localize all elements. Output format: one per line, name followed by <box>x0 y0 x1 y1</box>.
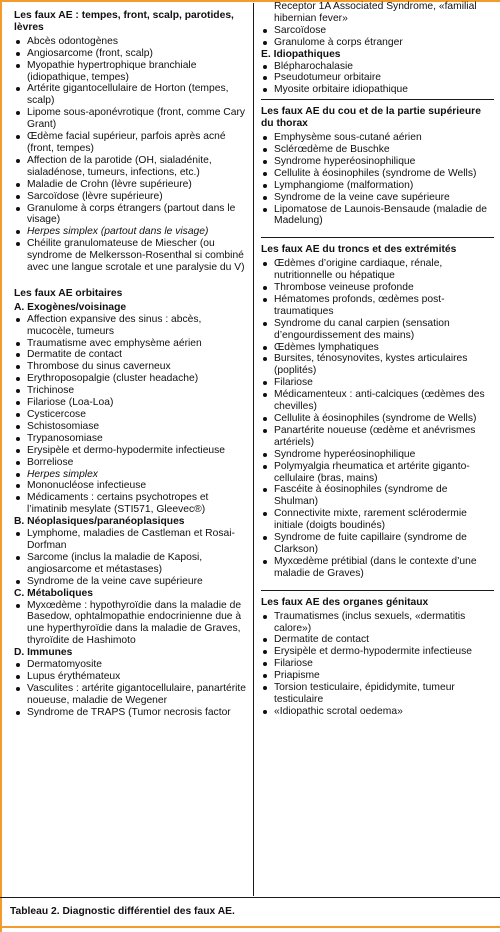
item-list <box>261 132 494 227</box>
section-divider <box>261 99 494 100</box>
list-item: Sarcoïdose <box>261 25 494 37</box>
item-list <box>261 611 494 718</box>
list-item: Trichinose <box>14 385 248 397</box>
list-item: Syndrome de la veine cave supérieure <box>261 192 494 204</box>
item-list <box>261 61 494 97</box>
list-item: Thrombose veineuse profonde <box>261 282 494 294</box>
list-item: Blépharochalasie <box>261 61 494 73</box>
list-item: Artérite gigantocellulaire de Horton (tempes, scalp) <box>14 83 248 107</box>
list-item: Polymyalgia rheumatica et artérite giganto-cellulaire (bras, mains) <box>261 461 494 485</box>
list-item: Myosite orbitaire idiopathique <box>261 84 494 96</box>
list-item: Granulome à corps étrangers (partout dans le visage) <box>14 203 248 227</box>
section-neck-thorax <box>261 106 494 227</box>
list-item: Priapisme <box>261 670 494 682</box>
item-list <box>14 36 248 274</box>
subsection-title: B. Néoplasiques/paranéoplasiques <box>14 516 185 528</box>
list-item: Sarcoïdose (lèvre supérieure) <box>14 191 248 203</box>
item-list <box>14 314 248 516</box>
list-item: Sclérœdème de Buschke <box>261 144 494 156</box>
list-item: Lipomatose de Launois-Bensaude (maladie de Madelung) <box>261 204 494 228</box>
section-title: Les faux AE des organes génitaux <box>261 596 429 608</box>
list-item: Syndrome de TRAPS (Tumor necrosis factor <box>14 707 248 719</box>
list-item: Herpes simplex <box>14 469 248 481</box>
column-divider <box>253 3 254 896</box>
list-item: Myxœdème prétibial (dans le contexte d’une maladie de Graves) <box>261 556 494 580</box>
list-item: Traumatismes (inclus sexuels, «dermatitis calore») <box>261 611 494 635</box>
list-item: Emphysème sous-cutané aérien <box>261 132 494 144</box>
list-item: Angiosarcome (front, scalp) <box>14 48 248 60</box>
section-trunk-extremities <box>261 244 494 579</box>
list-item: Filariose (Loa-Loa) <box>14 397 248 409</box>
list-item: Filariose <box>261 658 494 670</box>
list-item: Cellulite à éosinophiles (syndrome de Wells) <box>261 413 494 425</box>
bottom-accent-rule <box>0 926 500 928</box>
list-item: Syndrome de fuite capillaire (syndrome de Clarkson) <box>261 532 494 556</box>
list-item: Torsion testiculaire, épididymite, tumeur testiculaire <box>261 682 494 706</box>
section-genital <box>261 597 494 718</box>
list-item: Myxœdème : hypothyroïdie dans la maladie de Basedow, ophtalmopathie endocrinienne due à une hyperthyroïdie dans la maladie de Graves, thyroïdite de Hashimoto <box>14 600 248 648</box>
list-item: Schistosomiase <box>14 421 248 433</box>
subsection-title: E. Idiopathiques <box>261 48 341 60</box>
section-orbital <box>14 288 248 719</box>
list-item: Fascéite à éosinophiles (syndrome de Shulman) <box>261 484 494 508</box>
section-title: Les faux AE : tempes, front, scalp, parotides, lèvres <box>14 10 234 33</box>
section-title: Les faux AE du troncs et des extrémités <box>261 244 457 256</box>
list-item: «Idiopathic scrotal oedema» <box>261 706 494 718</box>
list-item: Lymphangiome (malformation) <box>261 180 494 192</box>
list-item: Médicamenteux : anti-calciques (œdèmes des chevilles) <box>261 389 494 413</box>
list-item: Myopathie hypertrophique branchiale (idiopathique, tempes) <box>14 60 248 84</box>
list-item: Erysipèle et dermo-hypodermite infectieuse <box>14 445 248 457</box>
list-item: Lupus érythémateux <box>14 671 248 683</box>
item-list <box>14 528 248 588</box>
list-item: Syndrome hyperéosinophilique <box>261 449 494 461</box>
list-item: Erysipèle et dermo-hypodermite infectieuse <box>261 646 494 658</box>
continued-text: Receptor 1A Associated Syndrome, «familial hibernian fever» <box>274 1 477 24</box>
list-item: Hématomes profonds, œdèmes post-traumatiques <box>261 294 494 318</box>
list-item: Bursites, ténosynovites, kystes articulaires (poplités) <box>261 353 494 377</box>
list-item: Erythroposopalgie (cluster headache) <box>14 373 248 385</box>
list-item: Œdèmes lymphatiques <box>261 342 494 354</box>
list-item: Panartérite noueuse (œdème et anévrismes artériels) <box>261 425 494 449</box>
list-item: Œdème facial supérieur, parfois après acné (front, tempes) <box>14 131 248 155</box>
item-list <box>261 258 494 579</box>
list-item: Lymphome, maladies de Castleman et Rosai-Dorfman <box>14 528 248 552</box>
section-divider <box>261 237 494 238</box>
list-item: Traumatisme avec emphysème aérien <box>14 338 248 350</box>
section-title: Les faux AE du cou et de la partie supérieure du thorax <box>261 106 481 130</box>
list-item: Affection de la parotide (OH, sialadénite, sialadénose, tumeurs, infections, etc.) <box>14 155 248 179</box>
list-item: Connectivite mixte, rarement sclérodermie initiale (doigts boudinés) <box>261 508 494 532</box>
list-item: Pseudotumeur orbitaire <box>261 72 494 84</box>
item-list <box>14 659 248 719</box>
list-item: Abcès odontogènes <box>14 36 248 48</box>
subsection-title: D. Immunes <box>14 647 73 659</box>
list-item: Sarcome (inclus la maladie de Kaposi, angiosarcome et métastases) <box>14 552 248 576</box>
section-title: Les faux AE orbitaires <box>14 287 123 299</box>
list-item: Affection expansive des sinus : abcès, mucocèle, tumeurs <box>14 314 248 338</box>
list-item: Œdèmes d’origine cardiaque, rénale, nutritionnelle ou hépatique <box>261 258 494 282</box>
item-list <box>14 600 248 648</box>
right-column <box>261 1 494 728</box>
item-list <box>261 25 494 49</box>
list-item: Trypanosomiase <box>14 433 248 445</box>
list-item: Médicaments : certains psychotropes et l’imatinib mesylate (STI571, Gleevec®) <box>14 492 248 516</box>
list-item: Dermatomyosite <box>14 659 248 671</box>
list-item: Syndrome hyperéosinophilique <box>261 156 494 168</box>
list-item: Vasculites : artérite gigantocellulaire, panartérite noueuse, maladie de Wegener <box>14 683 248 707</box>
list-item: Syndrome du canal carpien (sensation d’engourdissement des mains) <box>261 318 494 342</box>
list-item: Dermatite de contact <box>261 634 494 646</box>
list-item: Filariose <box>261 377 494 389</box>
section-temples-front <box>14 10 248 274</box>
list-item: Thrombose du sinus caverneux <box>14 361 248 373</box>
list-item: Maladie de Crohn (lèvre supérieure) <box>14 179 248 191</box>
subsection-title: A. Exogènes/voisinage <box>14 301 127 313</box>
list-item: Chéilite granulomateuse de Miescher (ou syndrome de Melkersson-Rosenthal si combiné avec une langue scrotale et une paralysie du V) <box>14 238 248 274</box>
list-item: Cysticercose <box>14 409 248 421</box>
list-item: Herpes simplex (partout dans le visage) <box>14 226 248 238</box>
list-item: Dermatite de contact <box>14 349 248 361</box>
list-item: Lipome sous-aponévrotique (front, comme Cary Grant) <box>14 107 248 131</box>
list-item: Borreliose <box>14 457 248 469</box>
list-item: Syndrome de la veine cave supérieure <box>14 576 248 588</box>
list-item: Cellulite à éosinophiles (syndrome de Wells) <box>261 168 494 180</box>
left-column <box>14 10 248 729</box>
list-item: Mononucléose infectieuse <box>14 480 248 492</box>
list-item: Granulome à corps étranger <box>261 37 494 49</box>
section-divider <box>261 590 494 591</box>
caption-divider <box>0 897 500 898</box>
table-caption: Tableau 2. Diagnostic différentiel des faux AE. <box>10 906 235 917</box>
subsection-title: C. Métaboliques <box>14 587 93 599</box>
